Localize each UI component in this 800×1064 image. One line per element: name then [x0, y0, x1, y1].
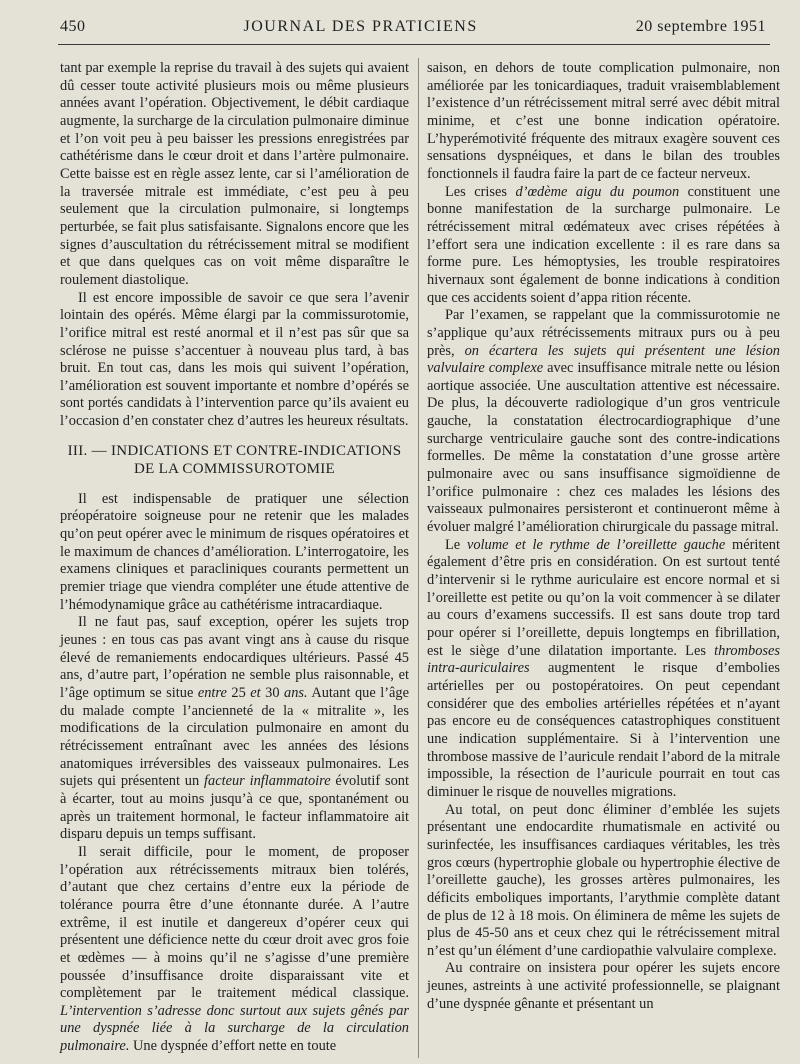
italic-run: thromboses intra-auriculaires [427, 642, 780, 677]
section-heading [60, 442, 409, 478]
text-run: Le [445, 536, 467, 553]
page-header [60, 14, 766, 40]
paragraph: Au contraire on insistera pour opérer les sujets encore jeunes, astreints à une activité professionnelle, se plaignant d’une dyspnée gênante et présentant un [427, 960, 780, 1012]
text-run: constituent une bonne manifestation de la surcharge pulmonaire. Le rétrécissement mitral œdémateux avec crises répétées à l’effort sera une indication excellente : il es rare dans sa forme pure. Les hémoptysies, les trouble respiratoires hivernaux sont également de bonne indications à condition que ces accidents soient d’appa rition récente. [427, 183, 780, 306]
paragraph [60, 844, 409, 1056]
paragraph: Au total, on peut donc éliminer d’emblée les sujets présentant une endocardite rhumatismale en activité ou surinfectée, les insuffisances cardiaques véritables, les très gros cœurs (hypertrophie globale ou hypertrophie élective de l’oreillette gauche), les grosses artères pulmonaires, les déficits emboliques importants, l’arythmie complète datant de plus de 12 à 18 mois. On éliminera de même les sujets de plus de 45-50 ans et ceux chez qui le rétrécissement mitral n’est qu’un élément d’une cardiopathie valvulaire complexe. [427, 801, 780, 959]
text-run: 30 [260, 685, 285, 701]
text-run: avec insuffisance mitrale nette ou lésion aortique associée. Une auscultation attentive est nécessaire. De plus, la découverte radiologique d’un gros ventricule gauche, la constatation électrocardiographique d’une surcharge ventriculaire gauche sont des contre-indications formelles. De même la constatation d’une grosse artère pulmonaire avec ou sans insuffisance sigmoïdienne de l’orifice pulmonaire : chez ces malades les lésions des vaisseaux pulmonaires persisteront et continueront même à évoluer malgré l’amélioration chirurgicale du passage mitral. [427, 360, 780, 536]
text-run: Il ne faut pas, sauf exception, opérer les sujets trop jeunes : en tous cas pas avant vingt ans à cause du risque élevé de remaniements endocardiques ultérieurs. Passé 45 ans, d’autre part, l’opération ne semble plus raisonnable, et l’âge optimum se situe [60, 614, 409, 701]
left-column [60, 60, 409, 1056]
text-run: augmentent le risque d’embolies artérielles per ou postopératoires. On peut cependant considérer que des embolies artérielles répétées et n’ayant pas encore eu de conséquences catastrophiques constituent une indication supplémentaire. Si à l’intervention une thrombose massive de l’auricule rendait l’abord de la mitrale impossible, la résection de l’auricule pourrait en tout cas diminuer le risque de nouvelles migrations. [427, 660, 780, 800]
right-column [427, 60, 780, 1013]
text-run: 25 [226, 685, 251, 701]
text-run: évolutif sont à écarter, tout au moins jusqu’à ce que, spontanément ou après un traitement hormonal, le facteur inflammatoire ait disparu depuis un temps suffisant. [60, 773, 410, 843]
section-heading-line: DE LA COMMISSUROTOMIE [133, 460, 336, 477]
italic-run: ans. [284, 685, 308, 701]
italic-run: L’intervention s’adresse donc surtout aux sujets gênés par une dyspnée liée à la surcharge de la circulation pulmonaire. [60, 1002, 409, 1055]
paragraph: tant par exemple la reprise du travail à des sujets qui avaient dû cesser toute activité plusieurs mois ou même plusieurs années avant l’opération. Objectivement, le débit cardiaque augmente, la surcharge de la circulation pulmonaire diminue et l’on voit peu à peu baisser les pressions enregistrées par cathétérisme dans le cœur droit et dans l’artère pulmonaire. Cette baisse est en règle assez lente, car si l’amélioration de la traversée mitrale est immédiate, c’est peu à peu seulement que la circulation pulmonaire, si longtemps perturbée, se fait plus satisfaisante. Signalons encore que les signes d’auscultation du rétrécissement mitral se modifient et que dans quelques cas on voit même disparaître le roulement diastolique. [60, 60, 409, 288]
paragraph [427, 184, 780, 308]
header-rule [58, 44, 770, 45]
italic-run: d’œdème aigu du poumon [515, 183, 680, 200]
paragraph [427, 537, 780, 802]
issue-date: 20 septembre 1951 [635, 18, 766, 35]
page-number: 450 [60, 18, 86, 35]
italic-run: et [250, 685, 261, 701]
italic-run: on écartera les sujets qui présentent une lésion valvulaire complexe [427, 342, 780, 377]
italic-run: facteur inflammatoire [204, 773, 331, 790]
text-run: Autant que l’âge du malade compte l’ancienneté de la « mitralite », les modifications de la circulation pulmonaire en amont du rétrécissement entraînant avec les années des lésions anatomiques irréversibles des vaisseaux pulmonaires. Les sujets qui présentent un [60, 685, 409, 790]
text-run: Par l’examen, se rappelant que la commissurotomie ne s’applique qu’aux rétrécissements mitraux purs ou à peu près, [427, 307, 780, 359]
section-heading-line: III. — INDICATIONS ET CONTRE-INDICATIONS [67, 442, 402, 459]
paragraph: saison, en dehors de toute complication pulmonaire, non améliorée par les tonicardiaques, traduit vraisemblablement l’existence d’un rétrécissement mitral serré avec débit mitral minime, et c’est une bonne indication opératoire. L’hyperémotivité fréquente des mitraux exagère souvent ces sensations dyspnéiques, et dans le bilan des troubles fonctionnels il faudra faire la part de ce facteur nerveux. [427, 60, 780, 182]
italic-run: volume et le rythme de l’oreillette gauche [466, 536, 726, 553]
text-run: méritent également d’être pris en considération. On est surtout tenté d’intervenir si le rythme auriculaire est encore normal et si l’oreillette est petite ou qu’on la voit commencer à se dilater au cours d’examens successifs. Il est sans doute trop tard pour opérer si l’oreillette, depuis longtemps en fibrillation, est le siège d’une dilatation importante. Les [427, 536, 780, 659]
text-run: Les crises [445, 183, 516, 200]
text-run: Une dyspnée d’effort nette en toute [129, 1038, 337, 1055]
column-divider [418, 58, 419, 1058]
paragraph [427, 307, 780, 537]
journal-title: JOURNAL DES PRATICIENS [243, 18, 478, 35]
paragraph: Il est indispensable de pratiquer une sélection préopératoire soigneuse pour ne retenir que les malades qu’on peut opérer avec le minimum de risques opératoires et le maximum de chances d’amélioration. L’interrogatoire, les examens cliniques et paracliniques courants permettent un premier triage que viendra compléter une étude attentive de l’hémodynamique grâce au cathétérisme intracardiaque. [60, 490, 409, 613]
paragraph: Il est encore impossible de savoir ce que sera l’avenir lointain des opérés. Même élargi par la commissurotomie, l’orifice mitral est resté anormal et il n’est pas sûr que sa sclérose ne puisse s’accentuer à nouveau plus tard, à bas bruit. En tout cas, dans les mois qui suivent l’opération, l’amélioration est souvent importante et nombre d’opérés se sont portés candidats à l’intervention parce qu’ils avaient eu l’occasion d’en constater chez d’autres les heureux résultats. [60, 289, 409, 430]
text-run: Il serait difficile, pour le moment, de proposer l’opération aux rétrécissements mitraux bien tolérés, d’autant que chez certains d’entre eux la période de tolérance pourra être d’une étonnante durée. A l’autre extrême, il est inutile et dangereux d’opérer ceux qui présentent une déficience nette du cœur droit avec gros foie et œdèmes — à moins qu’il ne s’agisse d’une première poussée d’insuffisance droite disparaissant vite et complètement par le traitement médical classique. [60, 843, 409, 1002]
paragraph [60, 614, 409, 844]
italic-run: entre [197, 685, 227, 701]
